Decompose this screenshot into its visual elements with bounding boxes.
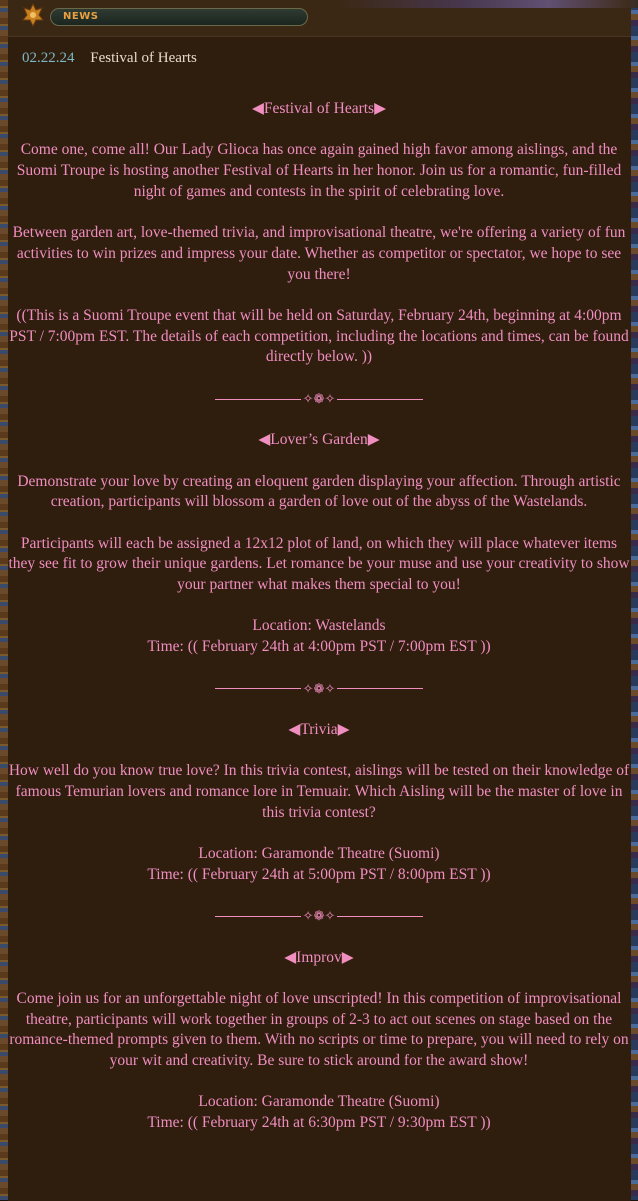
crest-icon <box>20 2 46 28</box>
garden-paragraph-2: Participants will each be assigned a 12x12 plot of land, on which they will place whatever items they see fit to grow their unique gardens. Let romance be your muse and use your creativity to show your partner what makes them special to you! <box>8 534 630 594</box>
right-border <box>631 0 638 1200</box>
intro-paragraph-2: Between garden art, love-themed trivia, and improvisational theatre, we're offering a variety of fun activities to win prizes and impress your date. Whether as competitor or spectator, we hope to see you there! <box>12 224 626 283</box>
separator <box>8 906 630 927</box>
improv-paragraph-1: Come join us for an unforgettable night of love unscripted! In this competition of improvisational theatre, participants will work together in groups of 2-3 to act out scenes on stage based on the romance-themed prompts given to them. With no scripts or time to prepare, you will need to rely on your wit and creativity. Be sure to stick around for the award show! <box>9 989 629 1070</box>
news-panel <box>8 36 631 1201</box>
news-header <box>8 0 631 36</box>
news-tab-label: NEWS <box>63 11 99 22</box>
section-title-trivia: ◀Trivia▶ <box>288 720 350 738</box>
separator-ornament: ✧❁✧ <box>302 390 336 406</box>
garden-time: Time: (( February 24th at 4:00pm PST / 7:00pm EST )) <box>147 638 491 656</box>
post-body <box>8 99 630 1134</box>
intro-paragraph-3: ((This is a Suomi Troupe event that will be held on Saturday, February 24th, beginning at 4:00pm PST / 7:00pm EST. The details of each competition, including the locations and times, can be found directly below. )) <box>9 306 629 366</box>
left-border <box>0 0 8 1200</box>
trivia-paragraph-1: How well do you know true love? In this trivia contest, aislings will be tested on their knowledge of famous Temurian lovers and romance lore in Temuair. Which Aisling will be the master of love in this trivia contest? <box>8 762 630 821</box>
post-date: 02.22.24 <box>22 50 75 66</box>
section-title-festival: ◀Festival of Hearts▶ <box>251 100 387 117</box>
section-title-improv: ◀Improv▶ <box>284 948 354 966</box>
post-title: Festival of Hearts <box>90 50 197 66</box>
trivia-time: Time: (( February 24th at 5:00pm PST / 8:00pm EST )) <box>147 865 491 883</box>
intro-paragraph-1: Come one, come all! Our Lady Glioca has once again gained high favor among aislings, and the Suomi Troupe is hosting another Festival of Hearts in her honor. Join us for a romantic, fun-filled night of games and contests in the spirit of celebrating love. <box>16 141 622 200</box>
separator <box>8 389 630 410</box>
improv-time: Time: (( February 24th at 6:30pm PST / 9:30pm EST )) <box>147 1114 491 1132</box>
separator-ornament: ✧❁✧ <box>302 680 336 696</box>
garden-paragraph-1: Demonstrate your love by creating an eloquent garden displaying your affection. Through artistic creation, participants will blossom a garden of love out of the abyss of the Wastelands. <box>17 472 621 511</box>
header-decoration <box>338 0 638 8</box>
garden-location: Location: Wastelands <box>252 617 386 635</box>
post-header <box>22 50 197 67</box>
section-title-garden: ◀Lover’s Garden▶ <box>258 431 380 449</box>
trivia-location: Location: Garamonde Theatre (Suomi) <box>198 845 440 863</box>
news-tab[interactable] <box>50 8 308 26</box>
separator-ornament: ✧❁✧ <box>302 908 336 924</box>
separator <box>8 679 630 700</box>
improv-location: Location: Garamonde Theatre (Suomi) <box>198 1093 440 1111</box>
